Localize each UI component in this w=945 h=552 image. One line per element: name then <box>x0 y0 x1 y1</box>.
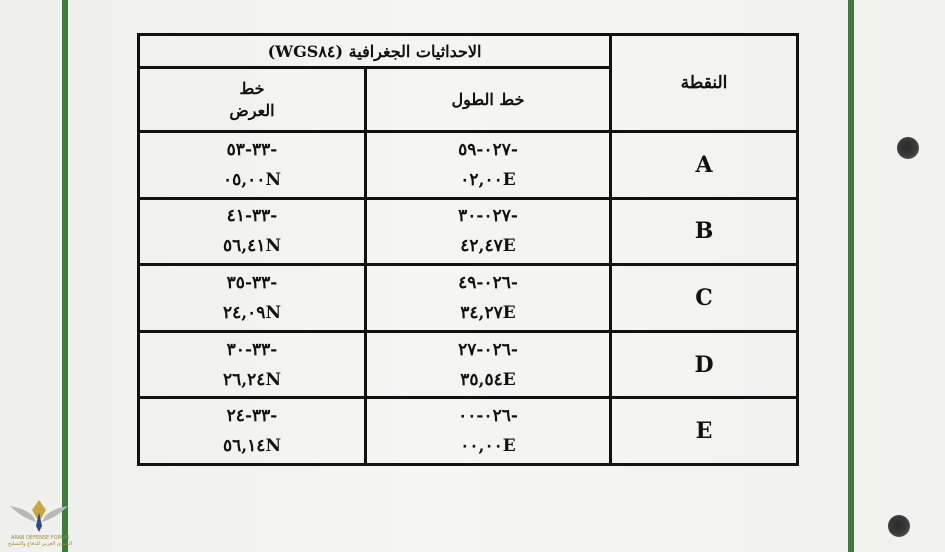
longitude-seconds: ٤٢,٤٧E <box>460 236 516 257</box>
longitude-dm: ٠٢٦-٠٠- <box>458 406 518 427</box>
latitude-seconds: ٢٦,٢٤N <box>223 369 281 390</box>
header-longitude: خط الطول <box>366 68 611 132</box>
header-point: النقطة <box>611 35 798 132</box>
coordinates-table <box>137 33 799 466</box>
table-row <box>139 398 798 465</box>
point-label: D <box>611 331 798 398</box>
latitude-cell <box>139 132 366 199</box>
longitude-seconds: ٠٢,٠٠E <box>460 169 516 190</box>
longitude-cell <box>366 198 611 265</box>
point-label: E <box>611 398 798 465</box>
table-row <box>139 132 798 199</box>
latitude-seconds: ٥٦,٤١N <box>223 236 281 257</box>
watermark-text: ARAB DEFENSE FORUM المنتدى العربي للدفاع والتسليح <box>7 535 73 547</box>
longitude-seconds: ٣٥,٥٤E <box>460 369 516 390</box>
latitude-seconds: ٥٦,١٤N <box>223 436 281 457</box>
longitude-dm: ٠٢٦-٤٩- <box>458 272 518 293</box>
longitude-dm: ٠٢٦-٢٧- <box>458 339 518 360</box>
latitude-dm: ٣٣-٤١- <box>226 206 278 227</box>
header-latitude-line1: خط <box>239 78 265 98</box>
table-row <box>139 265 798 332</box>
latitude-cell <box>139 198 366 265</box>
longitude-seconds: ٣٤,٢٧E <box>460 302 516 323</box>
point-label: B <box>611 198 798 265</box>
longitude-dm: ٠٢٧-٥٩- <box>458 139 518 160</box>
latitude-seconds: ٠٥,٠٠N <box>223 169 281 190</box>
longitude-seconds: ٠٠,٠٠E <box>460 436 516 457</box>
left-green-border <box>62 0 68 552</box>
latitude-dm: ٣٣-٢٤- <box>226 406 278 427</box>
table-row <box>139 331 798 398</box>
punch-hole <box>897 137 919 159</box>
latitude-dm: ٣٣-٣٥- <box>226 272 278 293</box>
header-latitude-line2: العرض <box>229 100 275 120</box>
table-row <box>139 198 798 265</box>
longitude-cell <box>366 265 611 332</box>
longitude-cell <box>366 132 611 199</box>
longitude-cell <box>366 398 611 465</box>
right-green-border <box>848 0 854 552</box>
longitude-cell <box>366 331 611 398</box>
latitude-cell <box>139 331 366 398</box>
punch-hole <box>888 515 910 537</box>
latitude-cell <box>139 265 366 332</box>
header-latitude <box>139 68 366 132</box>
latitude-dm: ٣٣-٥٣- <box>226 139 278 160</box>
longitude-dm: ٠٢٧-٣٠- <box>458 206 518 227</box>
latitude-cell <box>139 398 366 465</box>
header-geo-coordinates: الاحداثيات الجغرافية (WGS٨٤) <box>139 35 611 68</box>
point-label: C <box>611 265 798 332</box>
point-label: A <box>611 132 798 199</box>
latitude-dm: ٣٣-٣٠- <box>226 339 278 360</box>
latitude-seconds: ٢٤,٠٩N <box>223 302 281 323</box>
